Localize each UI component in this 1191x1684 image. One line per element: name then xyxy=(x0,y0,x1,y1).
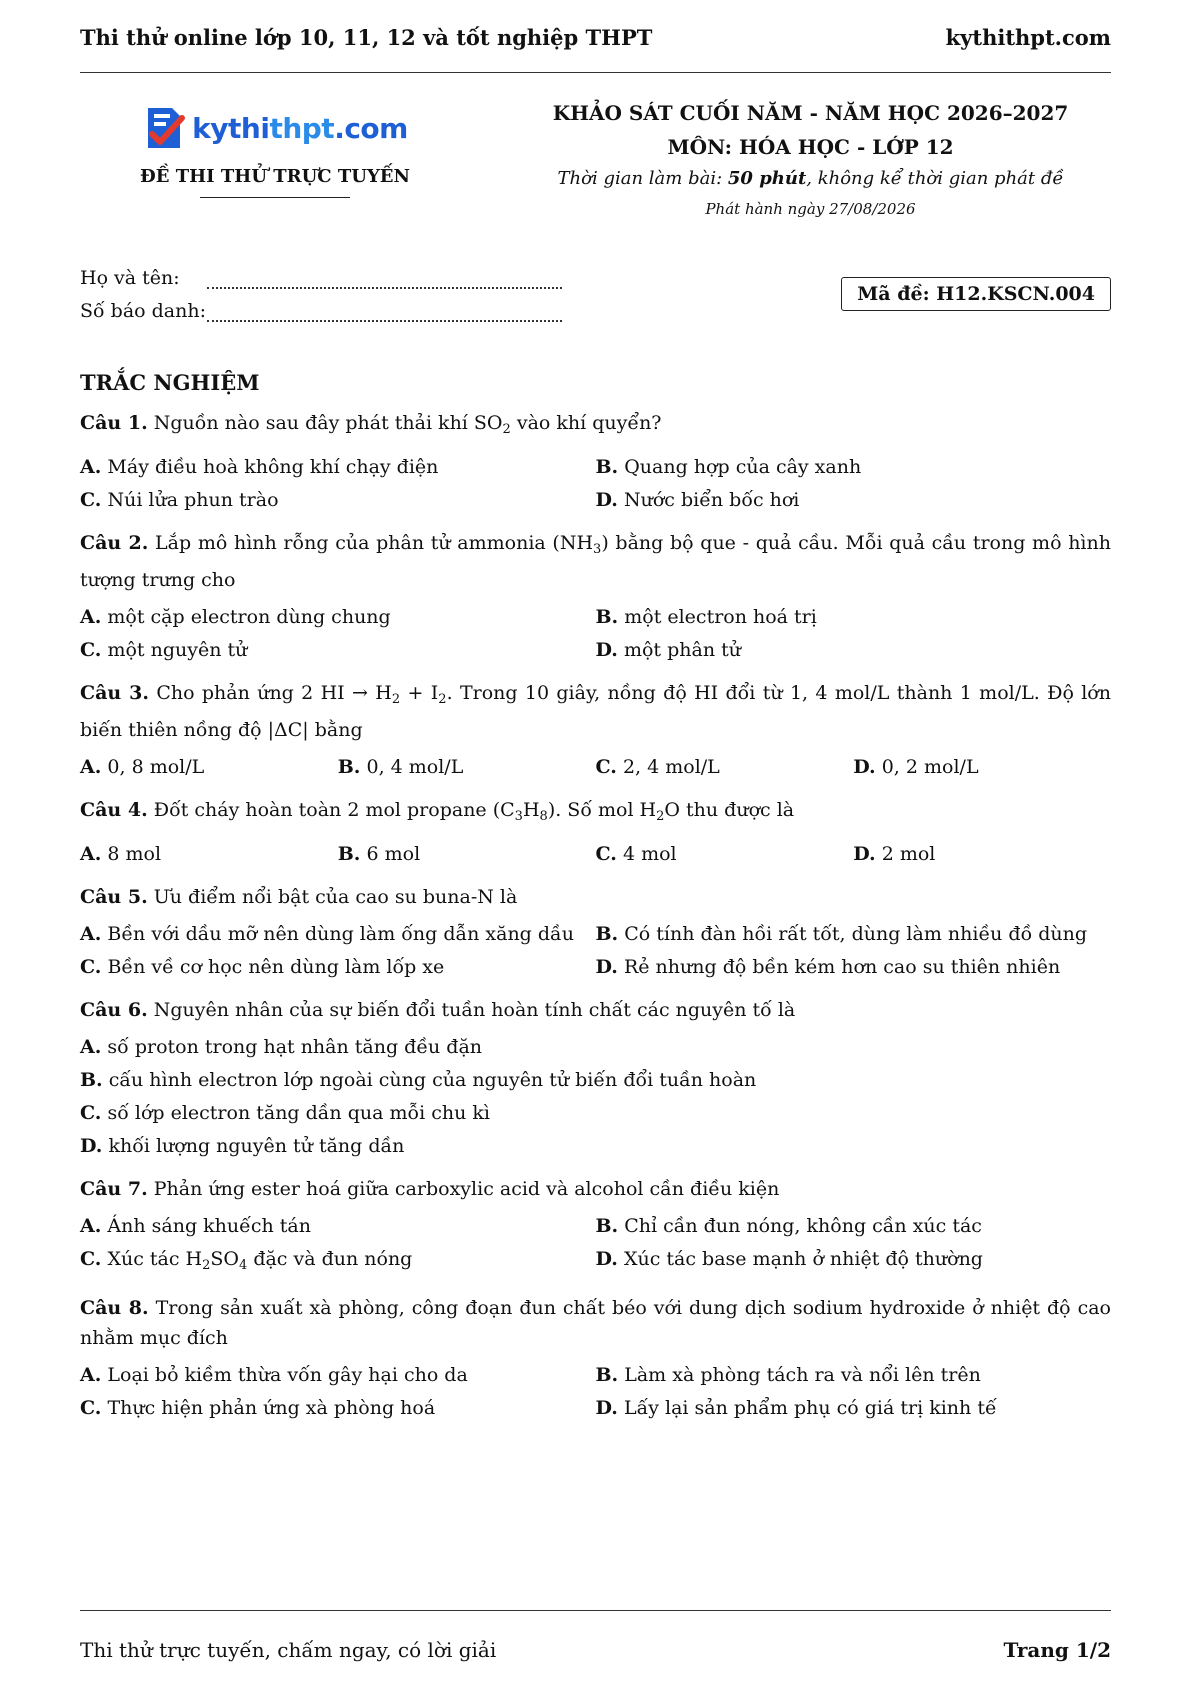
question-text-part: Cho phản ứng 2 HI → H xyxy=(156,682,392,704)
question-3 xyxy=(80,678,1111,782)
option-label: C. xyxy=(80,1248,102,1270)
option-text: số proton trong hạt nhân tăng đều đặn xyxy=(107,1036,483,1058)
question-text-part: + I xyxy=(400,682,439,704)
option-label: C. xyxy=(80,639,102,661)
option-text: Làm xà phòng tách ra và nổi lên trên xyxy=(624,1364,981,1386)
answer-option-c[interactable] xyxy=(596,840,854,869)
section-title: TRẮC NGHIỆM xyxy=(80,370,260,395)
logo-part-thpt: thpt xyxy=(269,111,335,145)
answer-option-b[interactable] xyxy=(596,453,1112,482)
question-text-part: . Trong 10 giây, nồng độ HI đổi từ 1, 4 mol/L thành 1 mol/L. Độ lớn biến thiên nồng độ |ΔC| bằng xyxy=(80,682,1111,741)
subscript: 2 xyxy=(656,809,665,824)
question-number: Câu 2. xyxy=(80,532,149,554)
exam-page xyxy=(80,0,1111,1684)
question-text-part: ) bằng bộ que - quả cầu. Mỗi quả cầu trong mô hình tượng trưng cho xyxy=(80,532,1111,591)
subscript: 2 xyxy=(502,422,511,437)
question-text-part: Đốt cháy hoàn toàn 2 mol propane (C xyxy=(153,799,515,821)
option-label: B. xyxy=(595,606,619,628)
option-label: B. xyxy=(595,1364,619,1386)
question-number: Câu 3. xyxy=(80,682,149,704)
answer-option-d[interactable] xyxy=(596,636,1112,665)
answer-option-a[interactable] xyxy=(80,453,596,482)
option-label: A. xyxy=(80,606,102,628)
question-number: Câu 5. xyxy=(80,886,148,908)
top-header xyxy=(80,22,1111,52)
option-text: Núi lửa phun trào xyxy=(107,489,279,511)
header-left-text: Thi thử online lớp 10, 11, 12 và tốt nghiệp THPT xyxy=(80,24,653,50)
question-5 xyxy=(80,882,1111,982)
question-number: Câu 8. xyxy=(80,1297,149,1319)
answer-option-b[interactable] xyxy=(338,753,596,782)
exam-release-date: Phát hành ngày 27/08/2026 xyxy=(705,200,916,218)
logo-wordmark xyxy=(192,112,408,145)
option-label: A. xyxy=(80,843,102,865)
option-text: số lớp electron tăng dần qua mỗi chu kì xyxy=(107,1102,490,1124)
subscript: 3 xyxy=(593,542,602,557)
option-text: 2 mol xyxy=(881,843,936,865)
option-text: Bền với dầu mỡ nên dùng làm ống dẫn xăng dầu xyxy=(107,923,574,945)
candidate-info xyxy=(80,262,562,328)
exam-duration xyxy=(510,164,1111,194)
answer-option-b[interactable] xyxy=(596,1212,1112,1241)
option-label: D. xyxy=(853,756,876,778)
candidate-id-field[interactable] xyxy=(207,302,562,322)
option-text: Có tính đàn hồi rất tốt, dùng làm nhiều đồ dùng xyxy=(624,923,1088,945)
exam-subject: MÔN: HÓA HỌC - LỚP 12 xyxy=(667,135,954,159)
logo-check-icon xyxy=(142,104,186,152)
answer-options xyxy=(80,753,1111,782)
option-label: B. xyxy=(337,843,361,865)
option-label: D. xyxy=(595,1397,618,1419)
candidate-name-row xyxy=(80,262,562,295)
question-text xyxy=(80,795,1111,832)
question-text xyxy=(80,1293,1111,1353)
exam-type-label: ĐỀ THI THỬ TRỰC TUYẾN xyxy=(140,166,410,187)
answer-option-c[interactable] xyxy=(80,1394,596,1423)
logo-part-com: .com xyxy=(334,111,408,145)
exam-info xyxy=(510,96,1111,224)
option-text: Quang hợp của cây xanh xyxy=(624,456,862,478)
subscript: 4 xyxy=(239,1258,248,1273)
option-label: B. xyxy=(595,456,619,478)
exam-title: KHẢO SÁT CUỐI NĂM - NĂM HỌC 2026–2027 xyxy=(552,101,1069,125)
question-text-part: Ưu điểm nổi bật của cao su buna-N là xyxy=(153,886,518,908)
answer-option-a[interactable] xyxy=(80,840,338,869)
option-text: Xúc tác H xyxy=(107,1248,203,1270)
question-7 xyxy=(80,1174,1111,1280)
candidate-id-row xyxy=(80,295,562,328)
option-label: C. xyxy=(80,489,102,511)
question-text-part: Nguồn nào sau đây phát thải khí SO xyxy=(153,412,503,434)
header-divider xyxy=(80,72,1111,73)
option-text: Rẻ nhưng độ bền kém hơn cao su thiên nhiên xyxy=(623,956,1061,978)
option-label: C. xyxy=(80,1102,102,1124)
site-logo[interactable] xyxy=(80,100,470,156)
option-label: D. xyxy=(853,843,876,865)
subscript: 2 xyxy=(391,692,401,707)
option-text: SO xyxy=(210,1248,239,1270)
option-label: D. xyxy=(595,956,618,978)
answer-option-c[interactable] xyxy=(80,1099,1111,1128)
option-text: 0, 2 mol/L xyxy=(881,756,979,778)
option-text: một nguyên tử xyxy=(107,639,248,661)
option-text: 4 mol xyxy=(622,843,677,865)
exam-type-underline xyxy=(200,197,350,198)
subscript: 8 xyxy=(539,809,548,824)
answer-option-c[interactable] xyxy=(80,486,596,515)
answer-option-d[interactable] xyxy=(596,953,1112,982)
option-label: C. xyxy=(595,843,617,865)
answer-option-d[interactable] xyxy=(596,486,1112,515)
option-label: A. xyxy=(80,456,102,478)
option-text: 0, 8 mol/L xyxy=(107,756,205,778)
answer-option-b[interactable] xyxy=(596,1361,1112,1390)
footer-tagline: Thi thử trực tuyến, chấm ngay, có lời giải xyxy=(80,1638,497,1662)
question-text-part: H xyxy=(522,799,540,821)
option-text: một cặp electron dùng chung xyxy=(107,606,391,628)
question-text xyxy=(80,528,1111,595)
option-text: Bền về cơ học nên dùng làm lốp xe xyxy=(107,956,445,978)
option-text: một phân tử xyxy=(623,639,741,661)
option-text: Chỉ cần đun nóng, không cần xúc tác xyxy=(624,1215,982,1237)
answer-option-b[interactable] xyxy=(596,603,1112,632)
answer-options xyxy=(80,453,1111,515)
question-text xyxy=(80,882,1111,912)
header-site-link[interactable]: kythithpt.com xyxy=(945,24,1111,50)
option-text: đặc và đun nóng xyxy=(247,1248,413,1270)
option-label: D. xyxy=(80,1135,103,1157)
question-number: Câu 7. xyxy=(80,1178,148,1200)
answer-options xyxy=(80,603,1111,665)
answer-option-a[interactable] xyxy=(80,1033,1111,1062)
subscript: 3 xyxy=(514,809,523,824)
option-text: Xúc tác base mạnh ở nhiệt độ thường xyxy=(623,1248,983,1270)
question-8 xyxy=(80,1293,1111,1423)
exam-code-badge: Mã đề: H12.KSCN.004 xyxy=(841,277,1111,311)
option-text: cấu hình electron lớp ngoài cùng của nguyên tử biến đổi tuần hoàn xyxy=(108,1069,757,1091)
answer-option-b[interactable] xyxy=(596,920,1112,949)
option-text: 2, 4 mol/L xyxy=(622,756,720,778)
exam-duration-prefix: Thời gian làm bài: xyxy=(557,168,728,189)
option-label: A. xyxy=(80,1036,102,1058)
answer-option-a[interactable] xyxy=(80,1212,596,1241)
option-text: Máy điều hoà không khí chạy điện xyxy=(107,456,439,478)
option-label: B. xyxy=(337,756,361,778)
logo-part-kythi: kythi xyxy=(192,111,270,145)
answer-option-d[interactable] xyxy=(596,1394,1112,1423)
exam-duration-value: 50 phút xyxy=(727,168,807,189)
answer-option-c[interactable] xyxy=(80,953,596,982)
option-text: Ánh sáng khuếch tán xyxy=(107,1215,311,1237)
question-number: Câu 4. xyxy=(80,799,148,821)
answer-option-d[interactable] xyxy=(596,1245,1112,1280)
answer-option-d[interactable] xyxy=(853,840,1111,869)
option-label: C. xyxy=(80,956,102,978)
option-text: 8 mol xyxy=(107,843,162,865)
exam-duration-suffix: , không kể thời gian phát đề xyxy=(806,168,1064,189)
question-number: Câu 6. xyxy=(80,999,148,1021)
option-label: B. xyxy=(595,1215,619,1237)
answer-option-c[interactable] xyxy=(80,636,596,665)
question-6 xyxy=(80,995,1111,1161)
answer-options xyxy=(80,1033,1111,1161)
question-text xyxy=(80,408,1111,445)
question-2 xyxy=(80,528,1111,665)
page-footer xyxy=(80,1638,1111,1662)
answer-options xyxy=(80,1212,1111,1280)
question-text xyxy=(80,678,1111,745)
answer-option-a[interactable] xyxy=(80,920,596,949)
answer-option-d[interactable] xyxy=(80,1132,1111,1161)
answer-option-b[interactable] xyxy=(338,840,596,869)
answer-option-a[interactable] xyxy=(80,1361,596,1390)
option-label: D. xyxy=(595,639,618,661)
question-text-part: Lắp mô hình rỗng của phân tử ammonia (NH xyxy=(155,532,594,554)
question-4 xyxy=(80,795,1111,869)
answer-options xyxy=(80,840,1111,869)
question-text-part: ). Số mol H xyxy=(547,799,657,821)
option-text: Nước biển bốc hơi xyxy=(623,489,800,511)
option-label: D. xyxy=(595,1248,618,1270)
answer-option-b[interactable] xyxy=(80,1066,1111,1095)
option-label: C. xyxy=(595,756,617,778)
option-text: 0, 4 mol/L xyxy=(366,756,464,778)
candidate-id-label: Số báo danh: xyxy=(80,300,207,322)
question-list xyxy=(80,408,1111,1436)
subscript: 2 xyxy=(202,1258,211,1273)
question-text xyxy=(80,995,1111,1025)
answer-option-c[interactable] xyxy=(596,753,854,782)
option-label: B. xyxy=(80,1069,103,1091)
logo-block xyxy=(80,100,470,198)
option-label: A. xyxy=(80,923,102,945)
page-number: Trang 1/2 xyxy=(1003,1638,1111,1662)
option-label: B. xyxy=(595,923,619,945)
option-text: khối lượng nguyên tử tăng dần xyxy=(108,1135,405,1157)
option-text: một electron hoá trị xyxy=(624,606,817,628)
answer-option-a[interactable] xyxy=(80,603,596,632)
question-number: Câu 1. xyxy=(80,412,148,434)
footer-divider xyxy=(80,1610,1111,1611)
option-label: A. xyxy=(80,1215,102,1237)
question-text xyxy=(80,1174,1111,1204)
question-text-part: Nguyên nhân của sự biến đổi tuần hoàn tính chất các nguyên tố là xyxy=(153,999,796,1021)
question-text-part: Trong sản xuất xà phòng, công đoạn đun chất béo với dung dịch sodium hydroxide ở nhiệt độ cao nhằm mục đích xyxy=(80,1297,1111,1349)
question-text-part: vào khí quyển? xyxy=(510,412,662,434)
answer-option-a[interactable] xyxy=(80,753,338,782)
candidate-name-label: Họ và tên: xyxy=(80,267,180,289)
answer-options xyxy=(80,1361,1111,1423)
answer-option-d[interactable] xyxy=(853,753,1111,782)
candidate-name-field[interactable] xyxy=(207,269,562,289)
answer-option-c[interactable] xyxy=(80,1245,596,1280)
option-label: A. xyxy=(80,1364,102,1386)
option-label: C. xyxy=(80,1397,102,1419)
option-text: 6 mol xyxy=(366,843,421,865)
option-text: Loại bỏ kiềm thừa vốn gây hại cho da xyxy=(107,1364,468,1386)
option-label: D. xyxy=(595,489,618,511)
option-text: Thực hiện phản ứng xà phòng hoá xyxy=(107,1397,436,1419)
option-text: Lấy lại sản phẩm phụ có giá trị kinh tế xyxy=(623,1397,997,1419)
question-text-part: Phản ứng ester hoá giữa carboxylic acid và alcohol cần điều kiện xyxy=(153,1178,780,1200)
question-1 xyxy=(80,408,1111,515)
question-text-part: O thu được là xyxy=(664,799,795,821)
option-label: A. xyxy=(80,756,102,778)
answer-options xyxy=(80,920,1111,982)
subscript: 2 xyxy=(438,692,447,707)
